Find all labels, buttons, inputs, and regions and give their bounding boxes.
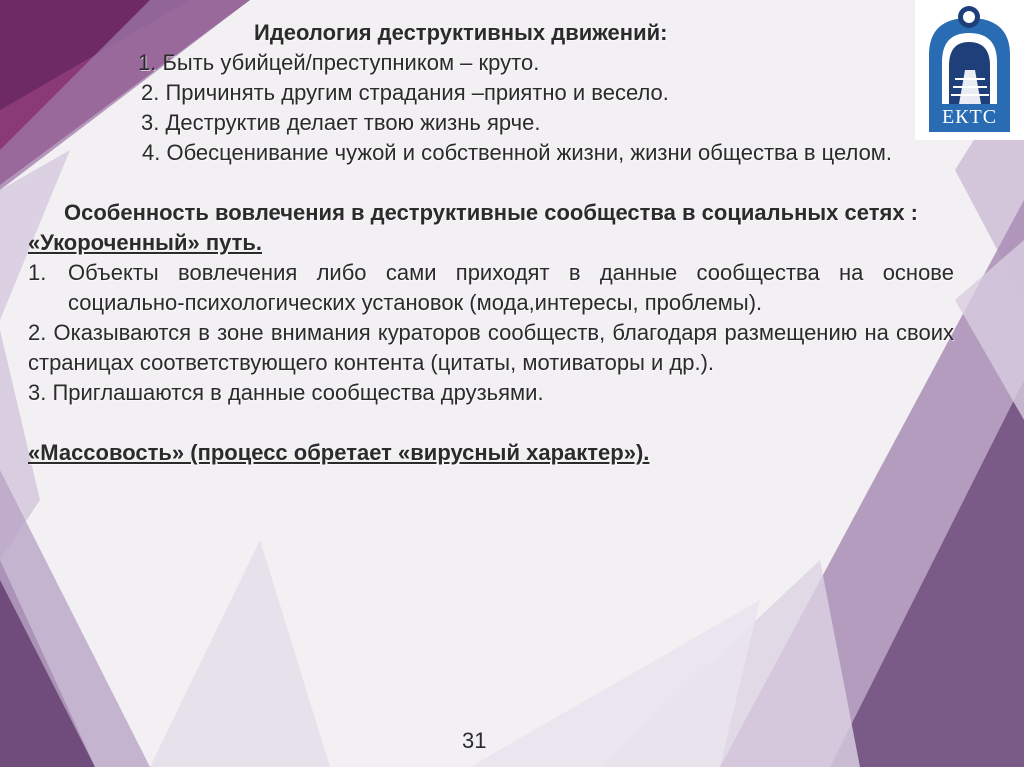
section-title: Особенность вовлечения в деструктивные сообщества в социальных сетях : — [63, 200, 918, 225]
bg-bottom-center-shape — [150, 540, 330, 767]
mass-title: «Массовость» (процесс обретает «вирусный характер»). — [28, 440, 650, 465]
ideology-item-1: 1. Быть убийцей/преступником – круто. — [138, 50, 540, 75]
page-number: 31 — [462, 728, 487, 753]
slide-title: Идеология деструктивных движений: — [254, 20, 668, 45]
ideology-item-3: 3. Деструктив делает твою жизнь ярче. — [141, 110, 541, 135]
item-text: Объекты вовлечения либо сами приходят в данные сообщества на основе социально-психологических установок (мода,интересы, проблемы). — [68, 260, 954, 315]
short-path-item-2: 2. Оказываются в зоне внимания кураторов сообществ, благодаря размещению на своих страницах соответствующего контента (цитаты, мотиваторы и др.). — [28, 320, 954, 375]
logo-text: ЕКТС — [941, 106, 998, 128]
short-path-item-3: 3. Приглашаются в данные сообщества друзьями. — [28, 380, 544, 405]
short-path-title: «Укороченный» путь. — [28, 230, 263, 255]
item-number: 1. — [28, 260, 47, 285]
short-path-item-1 — [28, 258, 954, 318]
slide-content — [28, 18, 954, 468]
ideology-item-2: 2. Причинять другим страдания –приятно и весело. — [141, 80, 669, 105]
bg-bottom-mid-wedge — [470, 600, 760, 767]
ideology-item-4: 4. Обесценивание чужой и собственной жизни, жизни общества в целом. — [142, 140, 893, 165]
